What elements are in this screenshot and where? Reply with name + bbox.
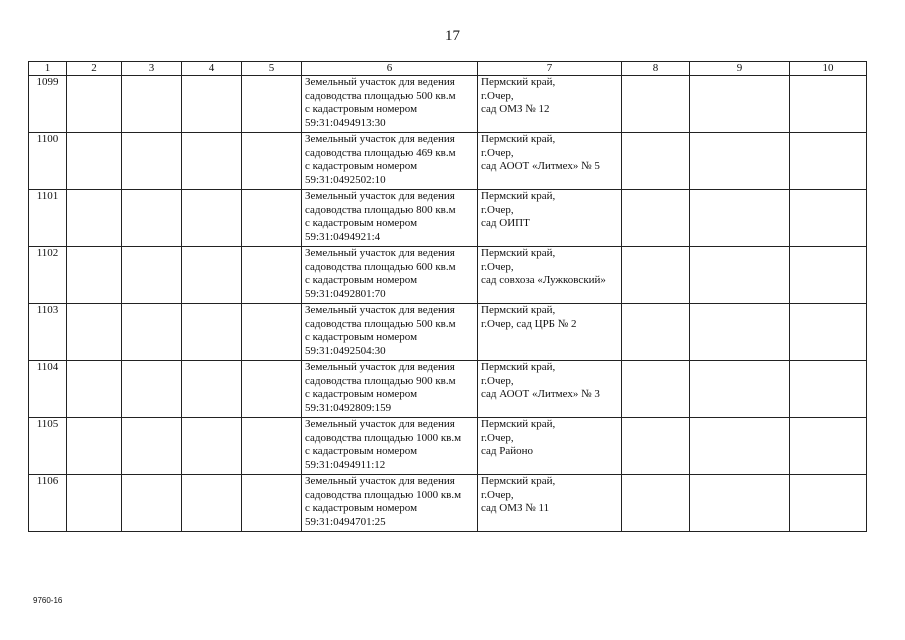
column-header: 9 [690,62,790,76]
empty-cell [790,76,867,133]
empty-cell [182,361,242,418]
property-description: Земельный участок для ведения садоводства площадью 600 кв.м с кадастровым номером 59:31:0492801:70 [302,247,478,304]
empty-cell [182,76,242,133]
property-address: Пермский край, г.Очер, сад ОМЗ № 11 [478,475,622,532]
property-description: Земельный участок для ведения садоводства площадью 800 кв.м с кадастровым номером 59:31:0494921:4 [302,190,478,247]
empty-cell [690,133,790,190]
property-description: Земельный участок для ведения садоводства площадью 1000 кв.м с кадастровым номером 59:31:0494701:25 [302,475,478,532]
empty-cell [690,304,790,361]
column-header: 4 [182,62,242,76]
empty-cell [122,361,182,418]
row-number: 1106 [29,475,67,532]
empty-cell [122,247,182,304]
empty-cell [122,76,182,133]
empty-cell [67,418,122,475]
empty-cell [242,76,302,133]
column-header: 7 [478,62,622,76]
empty-cell [182,418,242,475]
empty-cell [122,304,182,361]
empty-cell [690,76,790,133]
empty-cell [790,475,867,532]
column-header-row [29,62,867,76]
empty-cell [622,475,690,532]
table-row [29,361,867,418]
empty-cell [690,190,790,247]
empty-cell [182,304,242,361]
empty-cell [242,475,302,532]
table-row [29,133,867,190]
property-description: Земельный участок для ведения садоводства площадью 1000 кв.м с кадастровым номером 59:31:0494911:12 [302,418,478,475]
empty-cell [622,247,690,304]
row-number: 1101 [29,190,67,247]
empty-cell [622,304,690,361]
empty-cell [622,418,690,475]
row-number: 1099 [29,76,67,133]
empty-cell [67,247,122,304]
table-row [29,190,867,247]
empty-cell [790,133,867,190]
empty-cell [67,76,122,133]
empty-cell [622,190,690,247]
document-code: 9760-16 [33,596,63,605]
row-number: 1105 [29,418,67,475]
empty-cell [242,304,302,361]
table-row [29,247,867,304]
empty-cell [790,304,867,361]
property-description: Земельный участок для ведения садоводства площадью 500 кв.м с кадастровым номером 59:31:0492504:30 [302,304,478,361]
empty-cell [182,190,242,247]
empty-cell [67,190,122,247]
empty-cell [790,190,867,247]
empty-cell [690,361,790,418]
row-number: 1103 [29,304,67,361]
empty-cell [122,418,182,475]
table-row [29,418,867,475]
column-header: 3 [122,62,182,76]
empty-cell [67,361,122,418]
property-address: Пермский край, г.Очер, сад АООТ «Литмех» № 5 [478,133,622,190]
row-number: 1104 [29,361,67,418]
property-registry-table [28,61,867,532]
row-number: 1102 [29,247,67,304]
empty-cell [242,361,302,418]
property-address: Пермский край, г.Очер, сад АООТ «Литмех» № 3 [478,361,622,418]
empty-cell [242,190,302,247]
empty-cell [67,475,122,532]
property-address: Пермский край, г.Очер, сад ОИПТ [478,190,622,247]
page-number: 17 [445,28,460,44]
empty-cell [122,475,182,532]
column-header: 5 [242,62,302,76]
empty-cell [242,418,302,475]
property-address: Пермский край, г.Очер, сад Районо [478,418,622,475]
column-header: 8 [622,62,690,76]
row-number: 1100 [29,133,67,190]
empty-cell [182,475,242,532]
column-header: 1 [29,62,67,76]
property-description: Земельный участок для ведения садоводства площадью 500 кв.м с кадастровым номером 59:31:0494913:30 [302,76,478,133]
empty-cell [242,247,302,304]
table-row [29,304,867,361]
column-header: 2 [67,62,122,76]
empty-cell [182,247,242,304]
column-header: 10 [790,62,867,76]
table-row [29,76,867,133]
empty-cell [67,133,122,190]
empty-cell [182,133,242,190]
empty-cell [790,418,867,475]
empty-cell [67,304,122,361]
empty-cell [622,133,690,190]
empty-cell [690,418,790,475]
empty-cell [622,76,690,133]
empty-cell [790,361,867,418]
property-address: Пермский край, г.Очер, сад совхоза «Лужковский» [478,247,622,304]
empty-cell [242,133,302,190]
property-description: Земельный участок для ведения садоводства площадью 469 кв.м с кадастровым номером 59:31:0492502:10 [302,133,478,190]
empty-cell [122,190,182,247]
table-row [29,475,867,532]
empty-cell [622,361,690,418]
empty-cell [690,247,790,304]
property-description: Земельный участок для ведения садоводства площадью 900 кв.м с кадастровым номером 59:31:0492809:159 [302,361,478,418]
property-address: Пермский край, г.Очер, сад ОМЗ № 12 [478,76,622,133]
empty-cell [122,133,182,190]
empty-cell [690,475,790,532]
column-header: 6 [302,62,478,76]
empty-cell [790,247,867,304]
property-address: Пермский край, г.Очер, сад ЦРБ № 2 [478,304,622,361]
